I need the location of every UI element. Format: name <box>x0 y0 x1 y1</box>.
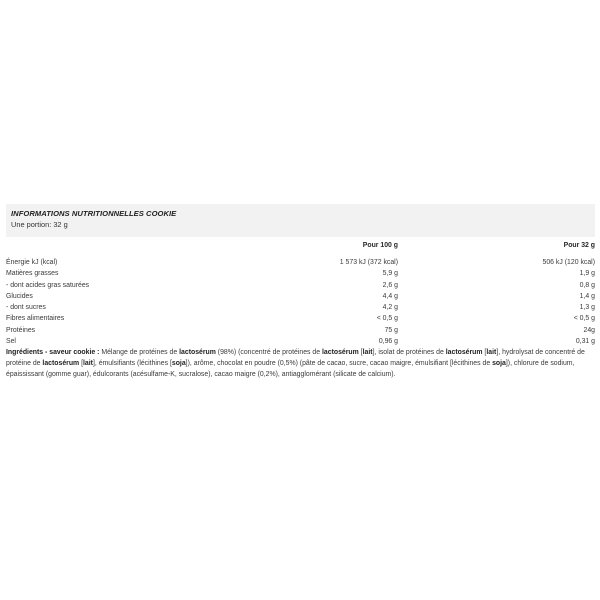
allergen-text: lait <box>362 349 373 357</box>
table-row <box>6 336 595 347</box>
value-per-100g: 1 573 kJ (372 kcal) <box>339 259 398 266</box>
nutrient-label: Glucides <box>6 292 33 300</box>
value-per-100g: < 0,5 g <box>376 315 398 323</box>
value-per-32g: < 0,5 g <box>573 315 595 323</box>
allergen-text: lactosérum <box>445 349 483 357</box>
table-row <box>6 302 595 313</box>
value-per-32g: 24g <box>583 326 595 334</box>
nutrient-label: - dont sucres <box>6 304 46 312</box>
nutrition-panel <box>6 204 595 380</box>
column-header-label <box>6 240 236 251</box>
allergen-text: soja <box>492 359 506 367</box>
nutrition-header <box>6 204 595 237</box>
nutrient-label: Énergie kJ (kcal) <box>6 259 58 266</box>
ingredient-text: (98%) (concentré de protéines de <box>215 349 322 357</box>
table-row <box>6 257 595 268</box>
ingredients-text <box>6 348 595 380</box>
table-row <box>6 268 595 279</box>
ingredients-heading: Ingrédients - saveur cookie : <box>6 349 100 357</box>
ingredient-text: ]), arôme, chocolat en poudre (0,5%) (pâte de cacao, sucre, cacao maigre, émulsifiant [lécithines de <box>185 359 493 367</box>
allergen-text: lait <box>486 349 497 357</box>
portion-size: Une portion: 32 g <box>11 220 68 229</box>
value-per-100g: 5,9 g <box>382 270 398 278</box>
value-per-100g: 4,4 g <box>382 292 398 300</box>
value-per-32g: 0,8 g <box>579 281 595 289</box>
table-header-row <box>6 240 595 251</box>
allergen-text: soja <box>171 359 186 367</box>
value-per-100g: 2,6 g <box>382 281 398 289</box>
value-per-32g: 1,4 g <box>579 292 595 300</box>
value-per-32g: 1,9 g <box>579 270 595 278</box>
nutrient-label: Matières grasses <box>6 270 59 278</box>
ingredient-text: ], hydrolysat de concentré de protéine de <box>6 349 585 367</box>
ingredient-text: [ <box>358 349 363 357</box>
value-per-100g: 4,2 g <box>382 304 398 312</box>
value-per-100g: 75 g <box>384 326 398 334</box>
nutrition-table-body <box>6 251 595 347</box>
table-row <box>6 280 595 291</box>
column-header-per-100g: Pour 100 g <box>362 242 398 249</box>
column-header-per-32g: Pour 32 g <box>563 242 595 249</box>
table-row <box>6 291 595 302</box>
allergen-text: lait <box>83 359 93 367</box>
ingredient-text: ], émulsifiants (lécithines [ <box>92 359 172 367</box>
ingredient-text: Mélange de protéines de <box>99 349 180 357</box>
nutrient-label: Fibres alimentaires <box>6 315 65 323</box>
value-per-32g: 506 kJ (120 kcal) <box>542 259 595 266</box>
ingredient-text: ]), chlorure de sodium, épaississant (gomme guar), édulcorants (acésulfame-K, sucralose), cacao maigre (0,2%), antiagglomérant (silicate de calcium). <box>6 359 575 378</box>
nutrition-title: INFORMATIONS NUTRITIONNELLES COOKIE <box>11 209 177 218</box>
nutrient-label: Protéines <box>6 326 36 334</box>
allergen-text: lactosérum <box>179 349 216 357</box>
value-per-32g: 1,3 g <box>579 304 595 312</box>
nutrient-label: Sel <box>6 338 16 346</box>
nutrition-table <box>6 240 595 347</box>
ingredient-text: [ <box>79 359 84 367</box>
table-row <box>6 313 595 324</box>
value-per-100g: 0,96 g <box>378 338 398 346</box>
allergen-text: lactosérum <box>42 359 80 367</box>
value-per-32g: 0,31 g <box>575 338 595 346</box>
allergen-text: lactosérum <box>322 349 359 357</box>
nutrient-label: - dont acides gras saturées <box>6 281 90 289</box>
table-row <box>6 325 595 336</box>
ingredient-text: [ <box>482 349 487 357</box>
ingredient-text: ], isolat de protéines de <box>372 349 446 357</box>
